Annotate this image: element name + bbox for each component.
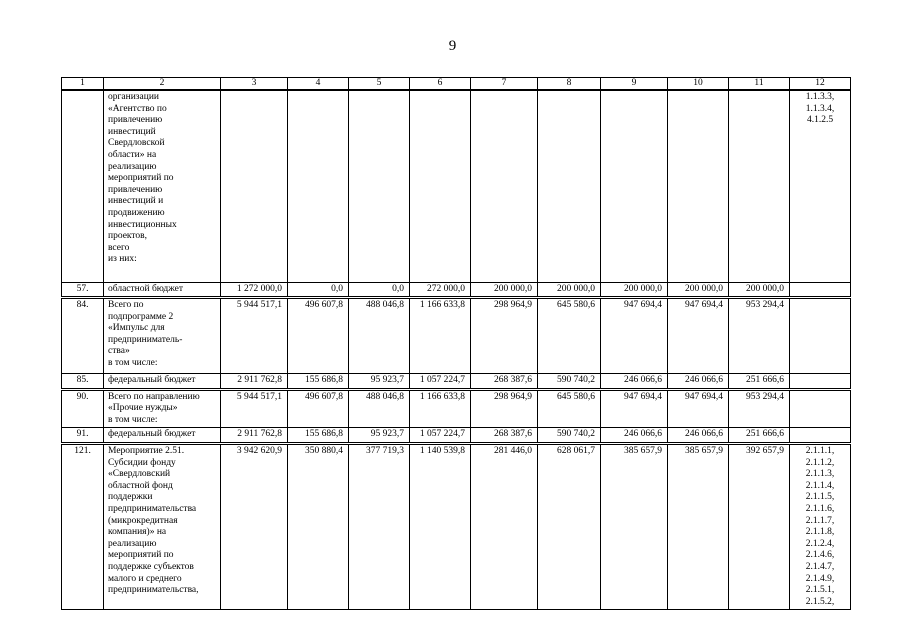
value-cell: 200 000,0	[471, 282, 538, 298]
value-cell: 385 657,9	[601, 444, 668, 610]
value-cell	[668, 90, 729, 282]
value-cell: 1 166 633,8	[410, 389, 471, 428]
value-cell: 947 694,4	[601, 389, 668, 428]
column-header: 8	[538, 78, 601, 91]
column-header: 9	[601, 78, 668, 91]
value-cell: 95 923,7	[349, 374, 410, 390]
value-cell: 246 066,6	[668, 374, 729, 390]
table-row	[62, 282, 851, 298]
value-cell: 246 066,6	[668, 428, 729, 444]
value-cell: 246 066,6	[601, 428, 668, 444]
table-row	[62, 90, 851, 282]
row-number: 91.	[62, 428, 104, 444]
value-cell: 95 923,7	[349, 428, 410, 444]
value-cell: 488 046,8	[349, 298, 410, 374]
value-cell: 392 657,9	[729, 444, 790, 610]
value-cell: 200 000,0	[538, 282, 601, 298]
value-cell: 268 387,6	[471, 374, 538, 390]
codes-cell	[790, 428, 851, 444]
value-cell: 298 964,9	[471, 298, 538, 374]
value-cell: 488 046,8	[349, 389, 410, 428]
column-header: 6	[410, 78, 471, 91]
value-cell: 590 740,2	[538, 428, 601, 444]
value-cell: 350 880,4	[288, 444, 349, 610]
budget-table	[61, 77, 851, 610]
row-number: 90.	[62, 389, 104, 428]
value-cell	[288, 90, 349, 282]
row-number: 84.	[62, 298, 104, 374]
value-cell: 947 694,4	[668, 298, 729, 374]
value-cell	[538, 90, 601, 282]
value-cell: 2 911 762,8	[221, 428, 288, 444]
value-cell: 200 000,0	[668, 282, 729, 298]
table-row	[62, 389, 851, 428]
value-cell: 1 272 000,0	[221, 282, 288, 298]
value-cell	[471, 90, 538, 282]
column-header: 4	[288, 78, 349, 91]
value-cell: 496 607,8	[288, 298, 349, 374]
value-cell	[410, 90, 471, 282]
value-cell: 377 719,3	[349, 444, 410, 610]
row-number	[62, 90, 104, 282]
page-number: 9	[448, 38, 457, 54]
value-cell: 251 666,6	[729, 374, 790, 390]
value-cell: 298 964,9	[471, 389, 538, 428]
table-row	[62, 298, 851, 374]
row-name: областной бюджет	[104, 282, 221, 298]
column-header: 11	[729, 78, 790, 91]
codes-cell	[790, 389, 851, 428]
column-header: 12	[790, 78, 851, 91]
value-cell: 268 387,6	[471, 428, 538, 444]
codes-cell	[790, 298, 851, 374]
value-cell: 251 666,6	[729, 428, 790, 444]
value-cell: 2 911 762,8	[221, 374, 288, 390]
row-name: федеральный бюджет	[104, 428, 221, 444]
value-cell: 496 607,8	[288, 389, 349, 428]
value-cell: 272 000,0	[410, 282, 471, 298]
value-cell	[729, 90, 790, 282]
value-cell: 953 294,4	[729, 389, 790, 428]
value-cell: 200 000,0	[729, 282, 790, 298]
column-header: 7	[471, 78, 538, 91]
value-cell: 385 657,9	[668, 444, 729, 610]
value-cell	[601, 90, 668, 282]
value-cell: 590 740,2	[538, 374, 601, 390]
value-cell: 246 066,6	[601, 374, 668, 390]
codes-cell: 1.1.3.3, 1.1.3.4, 4.1.2.5	[790, 90, 851, 282]
column-header: 2	[104, 78, 221, 91]
table-header	[62, 78, 851, 91]
value-cell: 947 694,4	[668, 389, 729, 428]
table-row	[62, 444, 851, 610]
value-cell: 645 580,6	[538, 389, 601, 428]
column-header: 3	[221, 78, 288, 91]
codes-cell	[790, 374, 851, 390]
value-cell: 1 057 224,7	[410, 428, 471, 444]
codes-cell	[790, 282, 851, 298]
value-cell: 947 694,4	[601, 298, 668, 374]
row-name: организации «Агентство по привлечению инвестиций Свердловской области» на реализацию мероприятий по привлечению инвестиций и продвижению инвестиционных проектов, всего из них:	[104, 90, 221, 282]
value-cell: 645 580,6	[538, 298, 601, 374]
column-header: 10	[668, 78, 729, 91]
column-header: 1	[62, 78, 104, 91]
row-number: 57.	[62, 282, 104, 298]
value-cell: 0,0	[288, 282, 349, 298]
value-cell: 5 944 517,1	[221, 389, 288, 428]
value-cell: 3 942 620,9	[221, 444, 288, 610]
table-row	[62, 428, 851, 444]
value-cell: 281 446,0	[471, 444, 538, 610]
row-name: Всего по направлению «Прочие нужды» в том числе:	[104, 389, 221, 428]
column-header: 5	[349, 78, 410, 91]
value-cell: 155 686,8	[288, 374, 349, 390]
table-row	[62, 374, 851, 390]
value-cell	[349, 90, 410, 282]
value-cell	[221, 90, 288, 282]
row-number: 85.	[62, 374, 104, 390]
value-cell: 155 686,8	[288, 428, 349, 444]
value-cell: 0,0	[349, 282, 410, 298]
value-cell: 1 166 633,8	[410, 298, 471, 374]
value-cell: 200 000,0	[601, 282, 668, 298]
codes-cell: 2.1.1.1, 2.1.1.2, 2.1.1.3, 2.1.1.4, 2.1.1.5, 2.1.1.6, 2.1.1.7, 2.1.1.8, 2.1.2.4, 2.1.4.6, 2.1.4.7, 2.1.4.9, 2.1.5.1, 2.1.5.2,	[790, 444, 851, 610]
row-number: 121.	[62, 444, 104, 610]
value-cell: 953 294,4	[729, 298, 790, 374]
value-cell: 5 944 517,1	[221, 298, 288, 374]
value-cell: 628 061,7	[538, 444, 601, 610]
row-name: федеральный бюджет	[104, 374, 221, 390]
value-cell: 1 140 539,8	[410, 444, 471, 610]
row-name: Мероприятие 2.51. Субсидии фонду «Свердловский областной фонд поддержки предпринимательства (микрокредитная компания)» на реализацию мероприятий по поддержке субъектов малого и среднего предпринимательства,	[104, 444, 221, 610]
value-cell: 1 057 224,7	[410, 374, 471, 390]
row-name: Всего по подпрограмме 2 «Импульс для предприниматель- ства» в том числе:	[104, 298, 221, 374]
